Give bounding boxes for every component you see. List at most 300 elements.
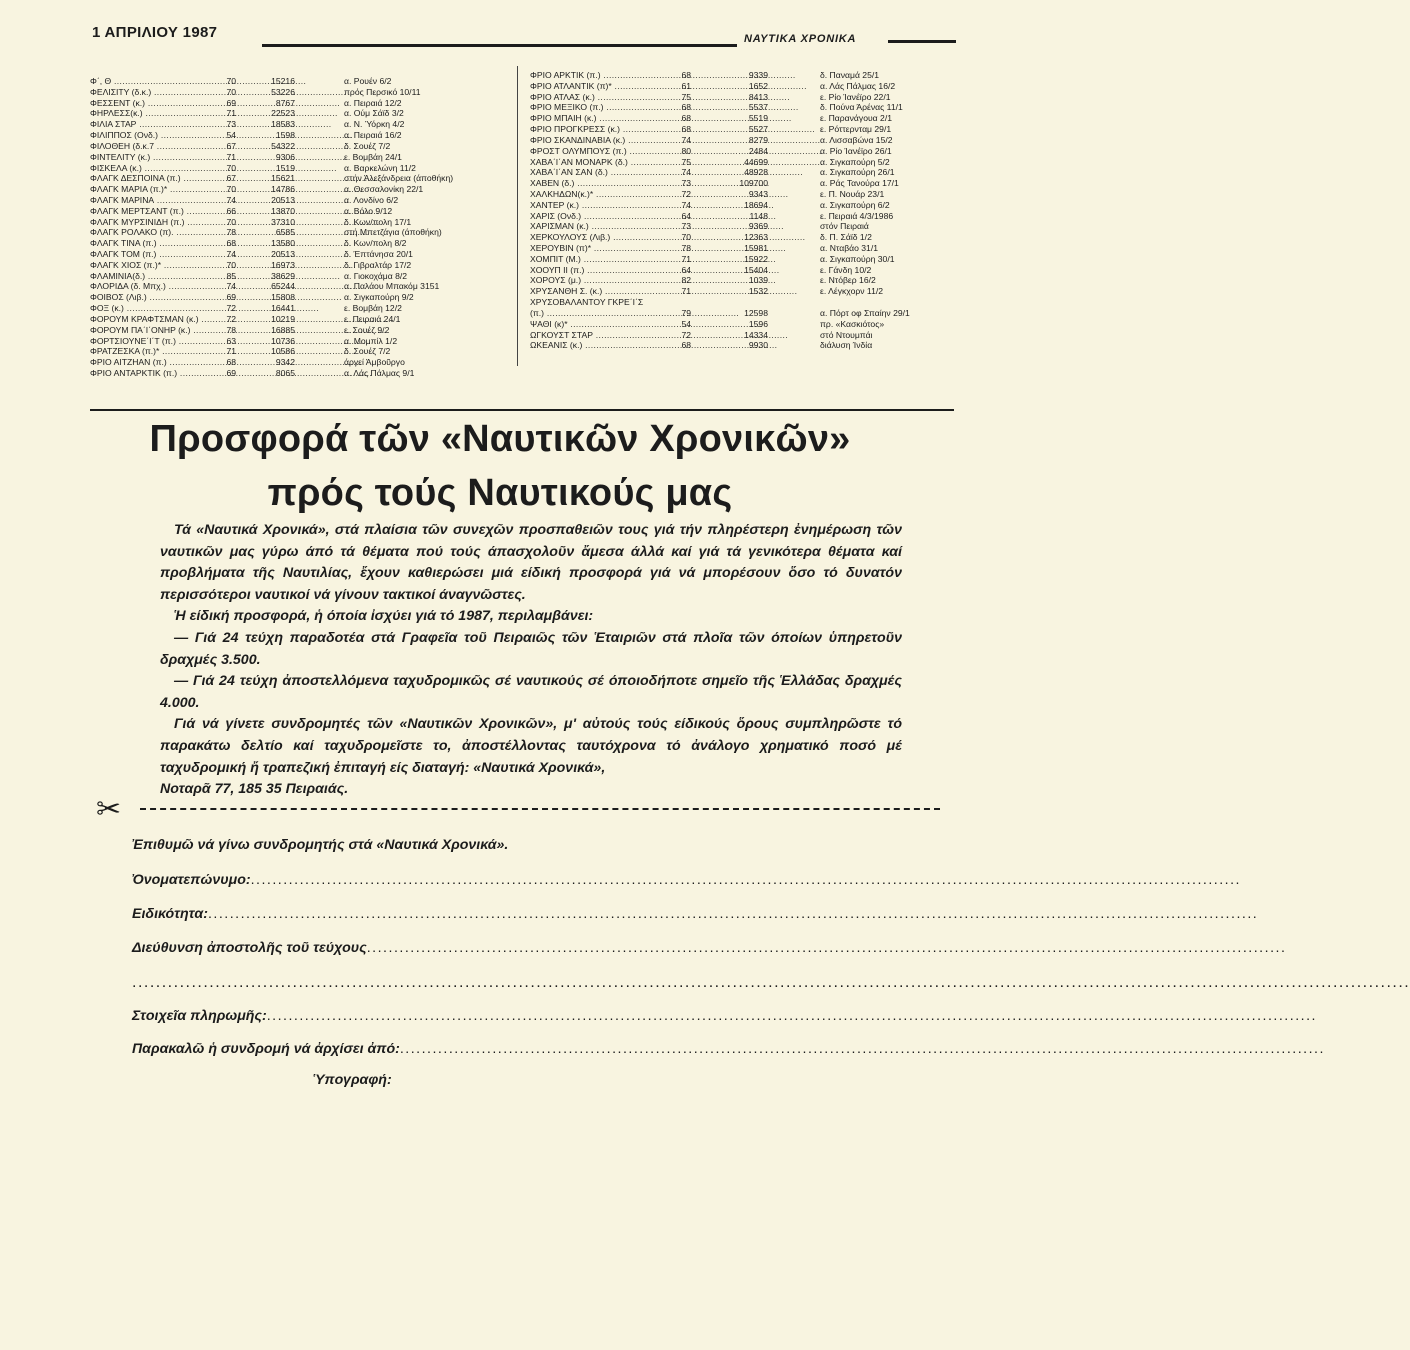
vessel-name: ΧΑΡΙΣΜΑΝ (κ.) ..... — [530, 221, 667, 232]
vessel-name: ΦΗΡΛΕΣΣ(κ.) ..... — [90, 108, 210, 119]
vessel-position: στή Μπετζάγια (άποθήκη) — [344, 227, 442, 238]
vessel-position: α. Ρουέν 6/2 — [344, 76, 392, 86]
vessel-name: ΦΡΟΣΤ ΟΛΥΜΠΟΥΣ (π.) ..... — [530, 146, 667, 157]
vessel-name: ΦΕΛΙΣΙΤΥ (δ.κ.) ..... — [90, 87, 210, 98]
vessel-year — [667, 297, 691, 308]
vessel-name: ΦΙΛΟΘΕΗ (δ.κ.7 ..... — [90, 141, 210, 152]
vessel-position: ε. Γάνδη 10/2 — [820, 264, 872, 275]
vessel-tonnage: 1652 — [748, 80, 768, 91]
vessel-row — [530, 200, 991, 211]
vessel-name: ΦΡΑΤΖΕΣΚΑ (π.)* ..... — [90, 346, 210, 357]
vessel-tonnage: 8767 — [275, 97, 295, 108]
vessel-name: ΦΛΑΓΚ ΔΕΣΠΟΙΝΑ (π.) ..... — [90, 173, 210, 184]
vessel-row — [530, 189, 991, 200]
vessel-name: ΦΟΡΟΥΜ ΠΑ΄Ι΄ΟΝΗΡ (κ.) ..... — [90, 325, 210, 336]
vessel-year: 68 — [681, 113, 691, 124]
vessel-year: 79 — [681, 307, 691, 318]
vessel-tonnage: 9342 — [275, 357, 295, 368]
vessel-row — [530, 178, 991, 189]
vessel-year: 69 — [226, 367, 236, 378]
vessel-tonnage: 15404 — [744, 264, 768, 275]
vessel-row — [90, 271, 522, 282]
vessel-position: α. Ούμ Σάϊδ 3/2 — [344, 108, 404, 119]
vessel-tonnage: 54322 — [271, 140, 295, 151]
vessel-year: 70 — [226, 184, 236, 195]
form-intro: Ἐπιθυμῶ νά γίνω συνδρομητής στά «Ναυτικά Χρονικά». — [132, 837, 509, 853]
vessel-tonnage: 1596 — [748, 318, 768, 329]
vessel-tonnage: 5519 — [748, 113, 768, 124]
vessel-position: α. Πειραιά 16/2 — [344, 130, 402, 141]
vessel-year: 73 — [681, 178, 691, 189]
vessel-row — [90, 368, 522, 379]
vessel-name: ΩΚΕΑΝΙΣ (κ.) ..... — [530, 340, 667, 351]
vessel-row — [90, 238, 522, 249]
vessel-position: α. Πόρτ οφ Σπαίην 29/1 — [820, 307, 910, 318]
vessel-position: α. Σιγκαπούρη 5/2 — [820, 156, 890, 167]
vessel-row — [530, 265, 991, 276]
vessel-tonnage: 109700 — [739, 178, 768, 189]
vessel-tonnage: 10219 — [271, 313, 295, 324]
vessel-position: δ. Σουέζ 7/2 — [344, 140, 391, 151]
vessel-name: Φ΄, Θ ..... — [90, 76, 210, 87]
vessel-row — [90, 227, 522, 238]
body-paragraph: Ἡ είδική προσφορά, ἡ όποία ἰσχύει γιά τό 1987, περιλαμβάνει: — [174, 608, 594, 625]
vessel-year: 72 — [681, 329, 691, 340]
vessel-position: ε. Π. Νουάρ 23/1 — [820, 188, 885, 199]
vessel-row — [530, 92, 991, 103]
vessel-year: 71 — [226, 346, 236, 357]
vessel-tonnage: 20513 — [271, 194, 295, 205]
vessel-year: 74 — [226, 249, 236, 259]
vessel-year: 67 — [226, 173, 236, 184]
start-date-field[interactable]: Παρακαλῶ ἡ συνδρομή νά ἀρχίσει ἀπό:.......................................................................................................................................................................... — [132, 1041, 1325, 1057]
vessel-row — [90, 292, 522, 303]
vessel-year: 74 — [681, 199, 691, 210]
start-date-label: Παρακαλῶ ἡ συνδρομή νά ἀρχίσει ἀπό: — [132, 1041, 400, 1057]
vessel-tonnage: 20513 — [271, 249, 295, 259]
vessel-year: 71 — [681, 286, 691, 297]
vessel-tonnage: 16885 — [271, 324, 295, 335]
vessel-tonnage: 48928 — [744, 167, 768, 178]
vessel-tonnage: 38629 — [271, 270, 295, 281]
vessel-name: ΦΛΑΓΚ ΜΥΡΣΙΝΙΔΗ (π.) ..... — [90, 217, 210, 228]
vessel-year: 85 — [226, 270, 236, 281]
vessel-row — [530, 286, 991, 297]
vessel-position: δ. Πούνα Άρένας 11/1 — [820, 102, 903, 113]
signature-field[interactable] — [313, 1072, 392, 1088]
vessel-year: 68 — [681, 70, 691, 80]
vessel-position: α. Σιγκαπούρη 26/1 — [820, 167, 895, 178]
vessel-row — [530, 275, 991, 286]
vessel-tonnage: 13870 — [271, 205, 295, 216]
vessel-tonnage: 1039 — [748, 275, 768, 286]
vessel-tonnage: 22523 — [271, 108, 295, 119]
vessel-row — [530, 113, 991, 124]
vessel-tonnage: 65244 — [271, 281, 295, 292]
vessel-tonnage: 44699 — [744, 156, 768, 167]
vessel-tonnage: 15216 — [271, 76, 295, 86]
vessel-year: 68 — [681, 102, 691, 113]
vessel-name: ΦΡΙΟ ΠΡΟΓΚΡΕΣΣ (κ.) ..... — [530, 124, 667, 135]
vessel-position: α. Νταβάο 31/1 — [820, 243, 878, 253]
vessel-name: ΧΕΡΟΥΒΙΝ (π)* ..... — [530, 243, 667, 254]
body-paragraph: Τά «Ναυτικά Χρονικά», στά πλαίσια τῶν συνεχῶν προσπαθειῶν τους γιά τήν πληρέστερη ἐνημέρωση τῶν ναυτικῶν μας γύρω άπό τά θέματα πού τούς άπασχολοῦν ἄμεσα άλλά καί γιά τά γενικότερα θέματα καί προβλήματα τῆς Ναυτιλίας, ἔχουν καθιερώσει μιά είδική προσφορά γιά νά μπορέσουν ὅσο τό δυνατόν περισσότεροι ναυτικοί νά γίνουν τακτικοί άναγνῶστες. — [160, 522, 902, 603]
vessel-year: 78 — [681, 243, 691, 253]
vessel-tonnage: 15808 — [271, 292, 295, 303]
vessel-tonnage: 9930 — [748, 340, 768, 351]
vessel-name: ΦΙΛΙΑ ΣΤΑΡ ..... — [90, 119, 210, 130]
vessel-row — [530, 146, 991, 157]
vessel-name: ΦΡΙΟ ΣΚΑΝΔΙΝΑΒΙΑ (κ.) ..... — [530, 135, 667, 146]
vessel-row — [90, 184, 522, 195]
vessel-tonnage: 9343 — [748, 188, 768, 199]
vessel-position: δ. Γιβραλτάρ 17/2 — [344, 259, 412, 270]
vessel-year: 70 — [226, 259, 236, 270]
vessel-year: 75 — [681, 91, 691, 102]
vessel-position: α. Λάς Πάλμας 16/2 — [820, 80, 896, 91]
vessel-tonnage: 10736 — [271, 335, 295, 346]
vessel-row — [530, 81, 991, 92]
address-label: Διεύθυνση ἀποστολῆς τοῦ τεύχους — [132, 940, 367, 956]
vessel-year: 75 — [681, 156, 691, 167]
vessel-row — [530, 135, 991, 146]
vessel-name: ΦΡΙΟ ΑΡΚΤΙΚ (π.) ..... — [530, 70, 667, 81]
offer-subtitle: πρός τούς Ναυτικούς μας — [267, 472, 733, 514]
publication-name: ΝΑΥΤΙΚΑ ΧΡΟΝΙΚΑ — [744, 33, 857, 45]
payment-field[interactable]: Στοιχεῖα πληρωμῆς:................................................................................................................................................................................................. — [132, 1008, 1317, 1024]
vessel-name: ΨΑΘΙ (κ)* ..... — [530, 319, 667, 330]
vessel-tonnage — [691, 297, 768, 308]
vessel-tonnage: 16441 — [271, 303, 295, 314]
vessel-tonnage: 18694 — [744, 199, 768, 210]
vessel-position: ε. Παρανάγουα 2/1 — [820, 113, 892, 124]
vessel-row — [90, 346, 522, 357]
vessel-tonnage: 8279 — [748, 134, 768, 145]
vessel-row — [530, 308, 991, 319]
vessel-name: ΧΑΒΑ΄Ι΄ΑΝ ΜΟΝΑΡΚ (δ.) ..... — [530, 157, 667, 168]
vessel-tonnage: 1532 — [748, 286, 768, 297]
vessel-position: ε. Ρόττερνταμ 29/1 — [820, 124, 892, 135]
vessel-row — [530, 232, 991, 243]
vessel-name: ΦΛΑΓΚ ΜΕΡΤΣΑΝΤ (π.) ..... — [90, 206, 210, 217]
vessel-name: ΧΕΡΚΟΥΛΟΥΣ (Λιβ.) ..... — [530, 232, 667, 243]
vessel-row — [530, 330, 991, 341]
vessel-year: 69 — [226, 97, 236, 108]
vessel-name: ΦΡΙΟ ΜΕΞΙΚΟ (π.) ..... — [530, 102, 667, 113]
offer-option: — Γιά 24 τεύχη ἀποστελλόμενα ταχυδρομικῶς σέ ναυτικούς σέ όποιοδήποτε σημεῖο τῆς Ἑλλάδας δραχμές 4.000. — [160, 673, 902, 711]
vessel-name: ΩΓΚΟΥΣΤ ΣΤΑΡ ..... — [530, 330, 667, 341]
vessel-row — [530, 254, 991, 265]
vessel-position: δ. Κων/πολη 17/1 — [344, 216, 412, 227]
body-paragraph: Γιά νά γίνετε συνδρομητές τῶν «Ναυτικῶν Χρονικῶν», μ' αὐτούς τούς είδικούς ὅρους συμπληρῶστε τό παρακάτω δελτίο καί ταχυδρομεῖστε το, ἀποστέλλοντας ταυτόχρονα τό ἀνάλογο χρηματικό ποσό μέ ταχυδρομική ἤ τραπεζική ἐπιταγή είς διαταγή: «Ναυτικά Χρονικά», — [160, 716, 902, 776]
address-field[interactable]: Διεύθυνση ἀποστολῆς τοῦ τεύχους......................................................................................................................................................................... — [132, 940, 1287, 956]
cut-line — [140, 808, 940, 810]
vessel-row — [530, 211, 991, 222]
vessel-row — [530, 243, 991, 254]
vessel-tonnage: 15922 — [744, 253, 768, 264]
vessel-row — [530, 102, 991, 113]
vessel-tonnage: 14786 — [271, 184, 295, 195]
vessel-name: ΦΡΙΟ ΜΠΑΙΗ (κ.) ..... — [530, 113, 667, 124]
vessel-position: α. Σιγκαπούρη 9/2 — [344, 292, 414, 303]
vessel-position: διάλυση Ίνδία — [820, 340, 873, 351]
vessel-row — [90, 152, 522, 163]
name-label: Ὀνοματεπώνυμο: — [132, 872, 251, 888]
vessel-year: 71 — [226, 108, 236, 119]
vessel-year: 68 — [681, 340, 691, 351]
vessel-year: 78 — [226, 227, 236, 238]
section-divider — [90, 409, 954, 411]
vessel-name: ΧΟΟΥΠ ΙΙ (π.) ..... — [530, 265, 667, 276]
vessel-tonnage: 13580 — [271, 238, 295, 249]
vessel-position: άργεί Άμβοῦργο — [344, 357, 405, 368]
vessel-name: ΧΟΡΟΥΣ (μ.) ..... — [530, 275, 667, 286]
vessel-year: 72 — [226, 313, 236, 324]
vessel-name: ΧΡΥΣΑΝΘΗ Σ. (κ.) ..... — [530, 286, 667, 297]
specialty-field[interactable]: Ειδικότητα:................................................................................................................................................................................................. — [132, 906, 1259, 922]
vessel-position: δ. Σουέζ 7/2 — [344, 346, 391, 357]
vessel-name: ΦΟΙΒΟΣ (Λιβ.) ..... — [90, 292, 210, 303]
vessel-tonnage: 10586 — [271, 346, 295, 357]
vessel-year: 70 — [226, 86, 236, 97]
vessel-row — [90, 108, 522, 119]
vessel-row — [530, 221, 991, 232]
header-rule — [262, 44, 737, 47]
vessel-tonnage: 16973 — [271, 259, 295, 270]
vessel-row — [90, 173, 522, 184]
specialty-label: Ειδικότητα: — [132, 906, 208, 922]
vessel-name: ΦΙΣΚΕΛΑ (κ.) ..... — [90, 163, 210, 174]
vessel-position — [768, 297, 991, 308]
vessel-position: α. Λισσαβώνα 15/2 — [820, 134, 893, 145]
vessel-row — [90, 325, 522, 336]
vessel-table-right — [530, 70, 991, 351]
vessel-name: ΦΡΙΟ ΑΤΛΑΝΤΙΚ (π)* ..... — [530, 81, 667, 92]
vessel-year: 74 — [226, 194, 236, 205]
vessel-name: ΦΛΟΡΙΔΑ (δ. Μπχ.) ..... — [90, 281, 210, 292]
vessel-position: δ. Παναμά 25/1 — [820, 70, 880, 80]
vessel-row — [530, 157, 991, 168]
vessel-row — [90, 163, 522, 174]
column-divider — [517, 66, 518, 366]
vessel-name: ΦΡΙΟ ΑΝΤΑΡΚΤΙΚ (π.) ..... — [90, 368, 210, 379]
vessel-name: ΦΛΑΓΚ ΜΑΡΙΝΑ ..... — [90, 195, 210, 206]
vessel-position: ε. Ντόβερ 16/2 — [820, 275, 876, 286]
payment-label: Στοιχεῖα πληρωμῆς: — [132, 1008, 267, 1024]
vessel-row — [530, 319, 991, 330]
vessel-position: δ. Έπτάνησα 20/1 — [344, 249, 413, 259]
vessel-year: 67 — [226, 140, 236, 151]
vessel-tonnage: 9339 — [748, 70, 768, 80]
vessel-row — [90, 260, 522, 271]
vessel-name: ΦΙΝΤΕΛΙΤΥ (κ.) ..... — [90, 152, 210, 163]
vessel-position: ε. Βομβάη 12/2 — [344, 303, 402, 314]
vessel-row — [90, 249, 522, 260]
vessel-position: πρ. «Κασκιότος» — [820, 318, 885, 329]
vessel-tonnage: 1598 — [275, 130, 295, 141]
vessel-name: ΦΟΡΟΥΜ ΚΡΑΦΤΣΜΑΝ (κ.) ..... — [90, 314, 210, 325]
vessel-name: ΦΛΑΜΙΝΙΑ(δ.) ..... — [90, 271, 210, 282]
vessel-year: 70 — [226, 216, 236, 227]
vessel-position: στήν Άλεξάνδρεια (άποθήκη) — [344, 173, 454, 184]
vessel-year: 72 — [681, 188, 691, 199]
vessel-row — [530, 124, 991, 135]
vessel-name: ΧΑΝΤΕΡ (κ.) ..... — [530, 200, 667, 211]
vessel-tonnage: 14334 — [744, 329, 768, 340]
vessel-position: ε. Σουέζ 9/2 — [344, 324, 390, 335]
vessel-year: 70 — [226, 76, 236, 86]
vessel-name: (π.) ..... — [530, 308, 667, 319]
vessel-year: 64 — [681, 264, 691, 275]
address-field-continued[interactable]: ....................................................................................................................................................................................................................... — [132, 974, 1410, 991]
vessel-position: πρός Περσικό 10/11 — [344, 86, 421, 97]
vessel-name: ΧΟΜΠΙΤ (Μ.) ..... — [530, 254, 667, 265]
vessel-name: ΧΑΛΚΗΔΩΝ(κ.)* ..... — [530, 189, 667, 200]
vessel-name: ΦΟΞ (κ.) ..... — [90, 303, 210, 314]
vessel-tonnage: 37310 — [271, 216, 295, 227]
vessel-position: δ. Κων/πολη 8/2 — [344, 238, 407, 249]
vessel-year: 70 — [681, 232, 691, 243]
vessel-tonnage: 8065 — [275, 367, 295, 378]
vessel-year: 80 — [681, 145, 691, 156]
vessel-row — [90, 281, 522, 292]
vessel-position: α. Βαρκελώνη 11/2 — [344, 162, 416, 173]
vessel-year: 73 — [681, 221, 691, 232]
issue-date: 1 ΑΠΡΙΛΙΟΥ 1987 — [92, 24, 218, 41]
vessel-row — [90, 195, 522, 206]
offer-body — [160, 520, 902, 801]
vessel-year: 64 — [681, 210, 691, 221]
vessel-year: 74 — [681, 167, 691, 178]
vessel-row — [90, 303, 522, 314]
vessel-position: ε. Πειραιά 4/3/1986 — [820, 210, 894, 221]
vessel-tonnage: 53226 — [271, 86, 295, 97]
vessel-year: 74 — [226, 281, 236, 292]
vessel-name: ΦΛΑΓΚ ΜΑΡΙΑ (π.)* ..... — [90, 184, 210, 195]
vessel-name: ΧΑΒΑ΄Ι΄ΑΝ ΣΑΝ (δ.) ..... — [530, 167, 667, 178]
vessel-tonnage: 1148 — [749, 210, 768, 221]
vessel-position: ε. Λέγκχορν 11/2 — [820, 286, 884, 297]
vessel-row — [530, 167, 991, 178]
vessel-position: α. Λάς Πάλμας 9/1 — [344, 367, 415, 378]
vessel-row — [90, 130, 522, 141]
vessel-position: ε. Βομβάη 24/1 — [344, 151, 402, 162]
vessel-year: 71 — [681, 253, 691, 264]
vessel-row — [90, 206, 522, 217]
vessel-year: 68 — [681, 124, 691, 135]
vessel-row — [90, 98, 522, 109]
vessel-position: ε. Ρίο Ίανέϊρο 22/1 — [820, 91, 891, 102]
vessel-name: ΧΑΒΕΝ (δ.) ..... — [530, 178, 667, 189]
vessel-name: ΦΕΣΣΕΝΤ (κ.) ..... — [90, 98, 210, 109]
vessel-name: ΧΑΡΙΣ (Ονδ.) ..... — [530, 211, 667, 222]
vessel-position: στό Ντουμπάι — [820, 329, 873, 340]
vessel-position: α. Ρίο Ίανέϊρο 26/1 — [820, 145, 892, 156]
vessel-name: ΧΡΥΣΟΒΑΛΑΝΤΟΥ ΓΚΡΕ΄Ι΄Σ — [530, 297, 644, 308]
vessel-tonnage: 15981 — [744, 243, 768, 253]
vessel-year: 54 — [226, 130, 236, 141]
vessel-position: ε. Πειραιά 24/1 — [344, 313, 401, 324]
vessel-position: α. Θεσσαλονίκη 22/1 — [344, 184, 424, 195]
vessel-row — [90, 119, 522, 130]
offer-option: — Γιά 24 τεύχη παραδοτέα στά Γραφεῖα τοῦ Πειραιῶς τῶν Ἑταιριῶν στά πλοῖα τῶν όποίων ὑπηρετοῦν δραχμές 3.500. — [160, 629, 902, 668]
vessel-name: ΦΡΙΟ ΑΤΛΑΣ (κ.) ..... — [530, 92, 667, 103]
vessel-row — [530, 340, 991, 351]
vessel-year: 68 — [226, 238, 236, 249]
vessel-name: ΦΙΛΙΠΠΟΣ (Ονδ.) ..... — [90, 130, 210, 141]
vessel-tonnage: 9369 — [748, 221, 768, 232]
vessel-position: δ. Π. Σάϊδ 1/2 — [820, 232, 872, 243]
name-field[interactable]: Ὀνοματεπώνυμο:...................................................................................................................................................................................... — [132, 872, 1241, 888]
vessel-table-left — [90, 76, 522, 379]
header-rule-right — [888, 40, 956, 43]
vessel-tonnage: 9306 — [275, 151, 295, 162]
vessel-tonnage: 12598 — [744, 307, 768, 318]
vessel-tonnage: 8413 — [748, 91, 768, 102]
vessel-name: ΦΛΑΓΚ ΧΙΟΣ (π.)* ..... — [90, 260, 210, 271]
vessel-position: α. Παλάου Μπακόμ 3151 — [344, 281, 440, 292]
vessel-row — [90, 357, 522, 368]
vessel-name: ΦΟΡΤΣΙΟΥΝΕ΄Ι΄Τ (π.) ..... — [90, 336, 210, 347]
vessel-name: ΦΛΑΓΚ ΤΟΜ (π.) ..... — [90, 249, 210, 260]
vessel-year: 78 — [226, 324, 236, 335]
vessel-year: 68 — [226, 357, 236, 368]
offer-title: Προσφορά τῶν «Ναυτικῶν Χρονικῶν» — [149, 418, 851, 460]
vessel-tonnage: 5537 — [748, 102, 768, 113]
vessel-year: 54 — [681, 318, 691, 329]
vessel-tonnage: 2484 — [748, 145, 768, 156]
vessel-row — [530, 70, 991, 81]
vessel-tonnage: 15621 — [271, 173, 295, 184]
vessel-position: α. Γιοκοχάμα 8/2 — [344, 270, 408, 281]
vessel-position: α. Σιγκαπούρη 6/2 — [820, 199, 890, 210]
vessel-tonnage: 18583 — [271, 119, 295, 130]
vessel-position: στόν Πειραιά — [820, 221, 869, 232]
vessel-year: 71 — [226, 151, 236, 162]
vessel-row — [90, 76, 522, 87]
vessel-year: 61 — [681, 80, 691, 91]
scissors-icon: ✂ — [96, 793, 122, 826]
vessel-position: α. Ράς Τανούρα 17/1 — [820, 178, 899, 189]
vessel-year: 70 — [226, 162, 236, 173]
vessel-row — [90, 141, 522, 152]
vessel-year: 73 — [226, 119, 236, 130]
vessel-position: α. Σιγκαπούρη 30/1 — [820, 253, 895, 264]
vessel-row — [90, 336, 522, 347]
vessel-name: ΦΛΑΓΚ ΡΟΛΑΚΟ (π). ..... — [90, 227, 210, 238]
vessel-tonnage: 1519 — [275, 162, 295, 173]
vessel-tonnage: 5527 — [748, 124, 768, 135]
vessel-row — [90, 87, 522, 98]
vessel-year: 69 — [226, 292, 236, 303]
vessel-year: 66 — [226, 205, 236, 216]
vessel-year: 63 — [226, 335, 236, 346]
vessel-tonnage: 12363 — [744, 232, 768, 243]
address-line: Νοταρᾶ 77, 185 35 Πειραιάς. — [160, 781, 349, 798]
vessel-tonnage: 6585 — [275, 227, 295, 238]
vessel-name: ΦΡΙΟ ΑΙΤΖΗΑΝ (π.) ..... — [90, 357, 210, 368]
vessel-row — [90, 314, 522, 325]
signature-label: Ὑπογραφή: — [313, 1072, 392, 1088]
vessel-year: 82 — [681, 275, 691, 286]
vessel-row — [530, 297, 991, 308]
vessel-position: α. Μομπίλ 1/2 — [344, 335, 398, 346]
vessel-row — [90, 217, 522, 228]
vessel-position: α. Βόλο 9/12 — [344, 205, 393, 216]
vessel-position: α. Ν. Ύόρκη 4/2 — [344, 119, 405, 130]
vessel-name: ΦΛΑΓΚ ΤΙΝΑ (π.) ..... — [90, 238, 210, 249]
vessel-year: 72 — [226, 303, 236, 314]
